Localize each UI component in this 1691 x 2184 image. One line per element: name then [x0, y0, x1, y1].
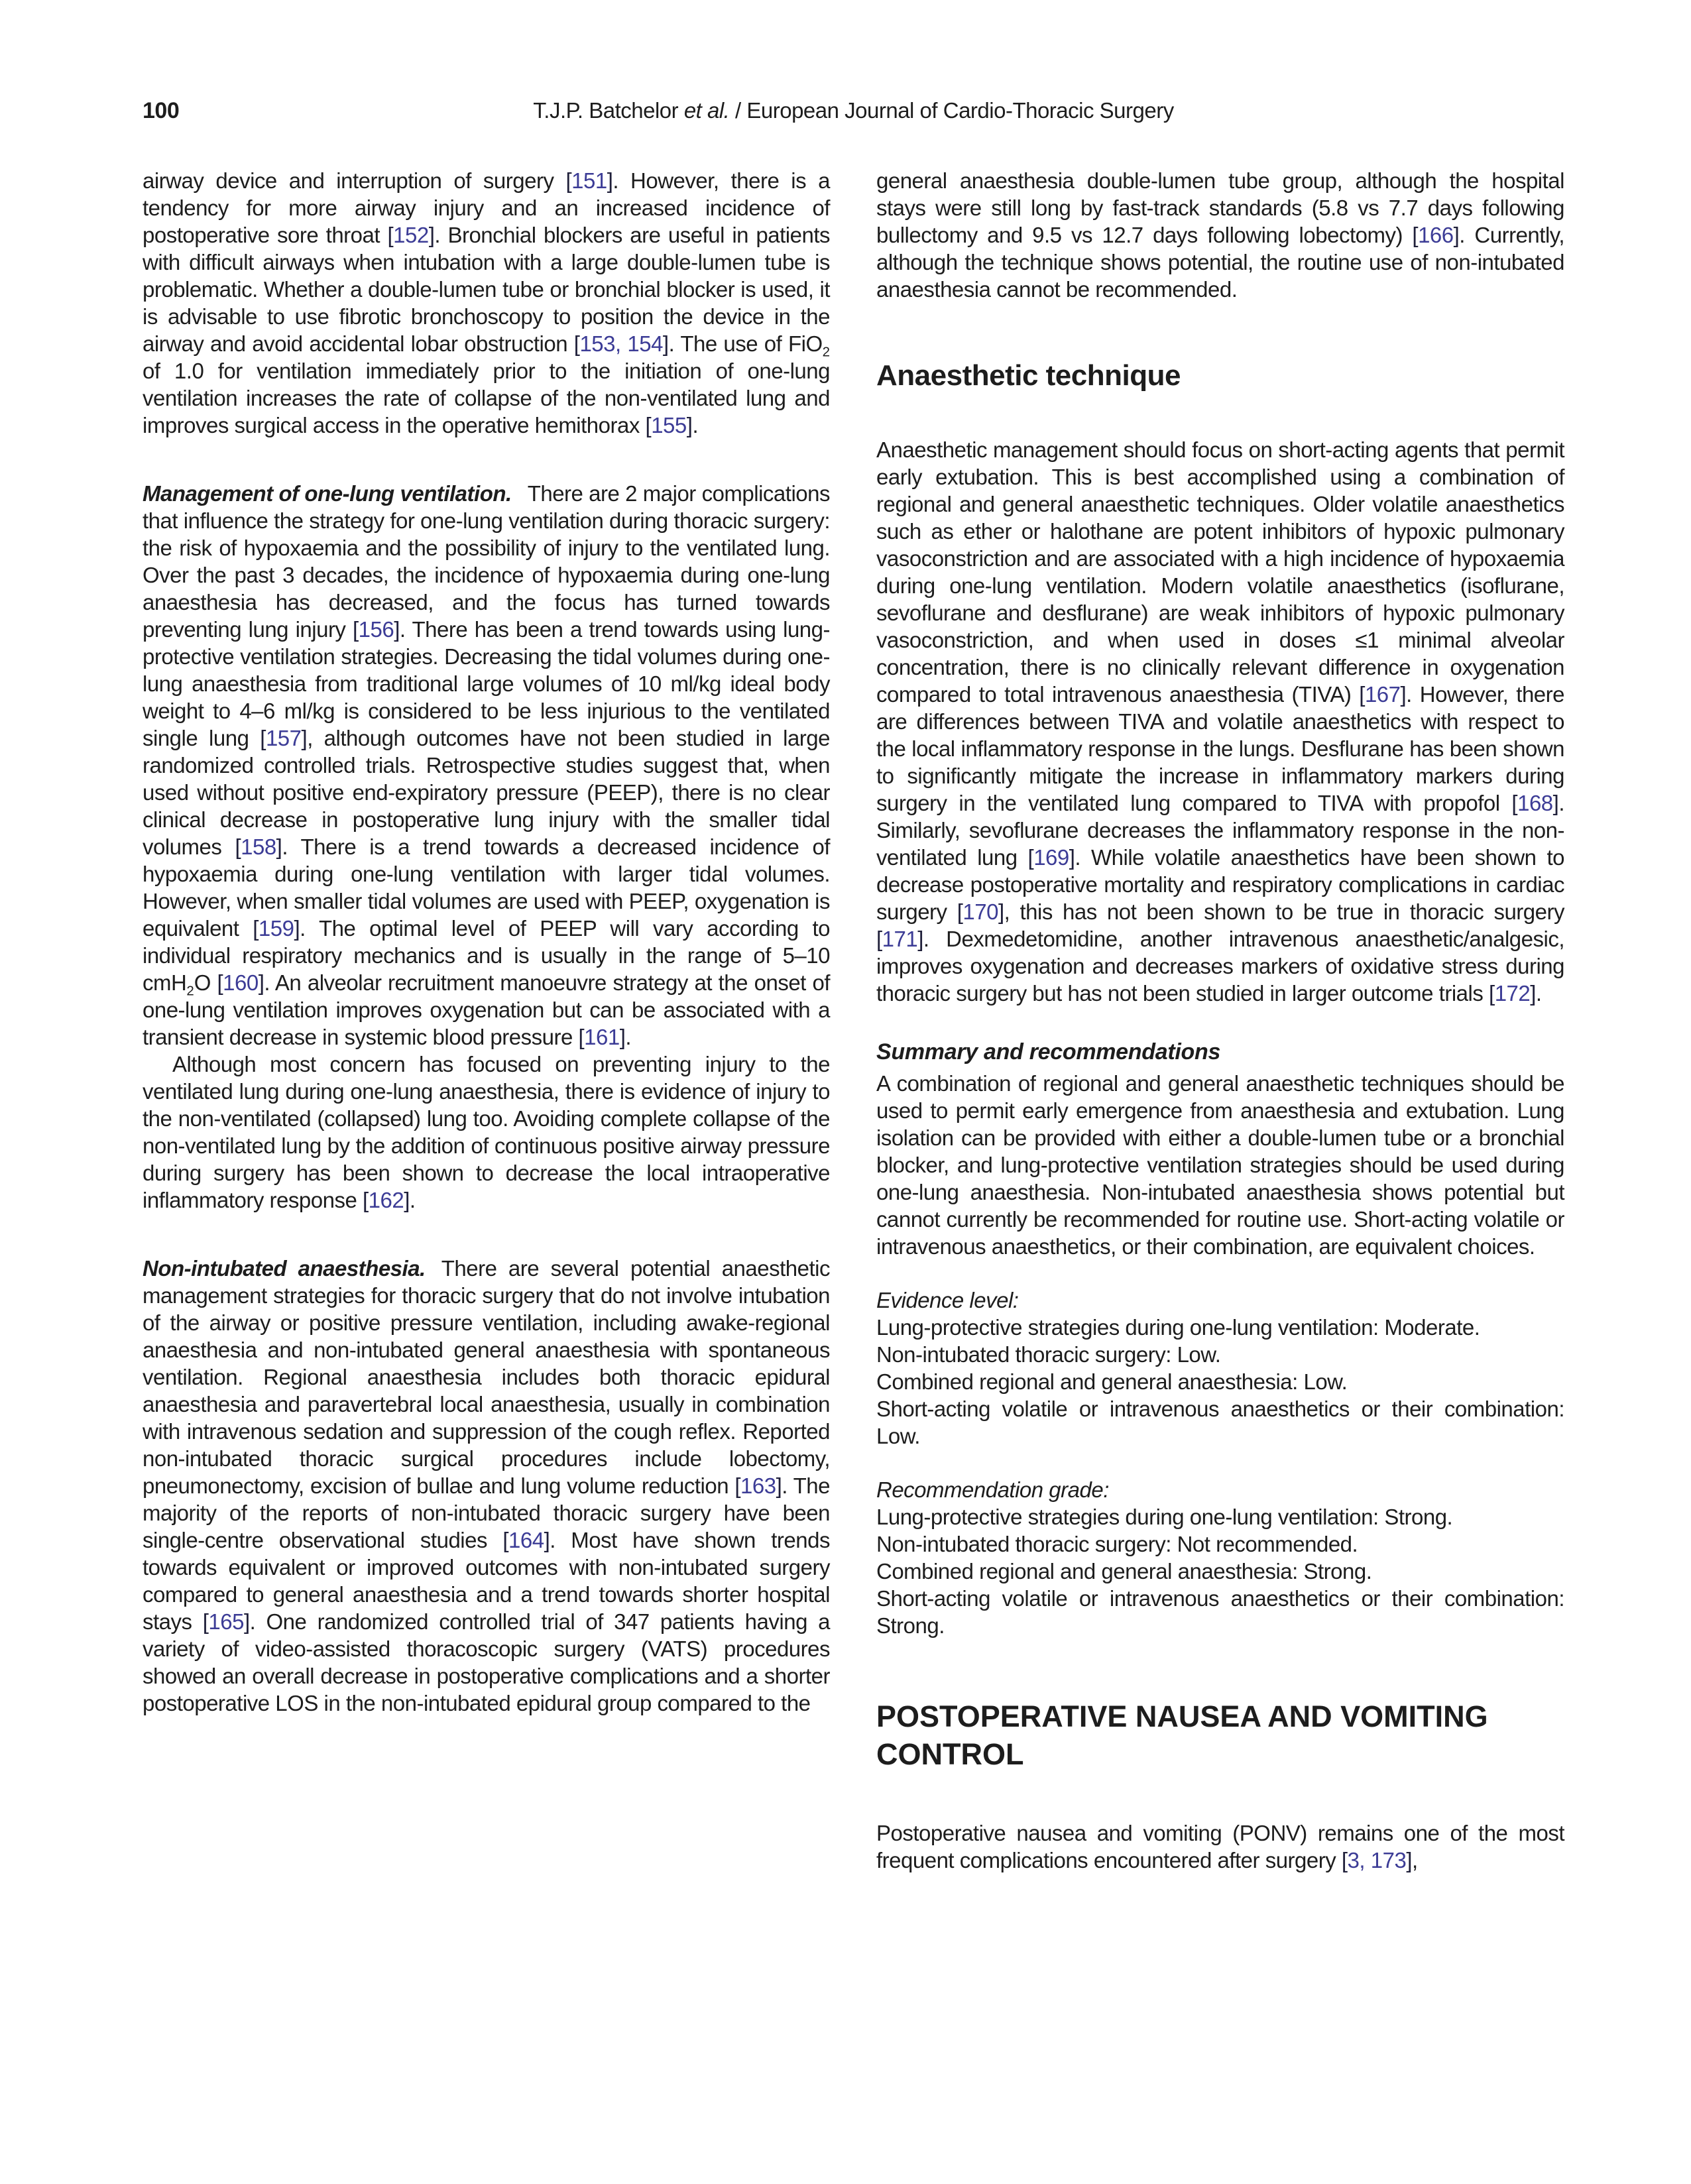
citation-number[interactable]: 156	[358, 617, 394, 642]
citation-158[interactable]: [158]	[235, 834, 282, 859]
grade-line: Lung-protective strategies during one-lung ventilation: Strong.	[876, 1504, 1453, 1529]
citation-160[interactable]: [160]	[217, 970, 264, 995]
subsection-paragraph: Management of one-lung ventilation. There are 2 major complications that influence the strategy for one-lung ventilation during thoracic surgery: the risk of hypoxaemia and the possibility of injury to the ventilated lung. Over the past 3 decades, the incidence of hypoxaemia during one-lung anaesthesia has decreased, and the focus has turned towards preventing lung injury [156]. There has been a trend towards using lung-protective ventilation strategies. Decreasing the tidal volumes during one-lung anaesthesia from traditional large volumes of 10 ml/kg ideal body weight to 4–6 ml/kg is considered to be less injurious to the ventilated single lung [157], although outcomes have not been studied in large randomized controlled trials. Retrospective studies suggest that, when used without positive end-expiratory pressure (PEEP), there is no clear clinical decrease in postoperative lung injury with the smaller tidal volumes [158]. There is a trend towards a decreased incidence of hypoxaemia during one-lung ventilation with larger tidal volumes. However, when smaller tidal volumes are used with PEEP, oxygenation is equivalent [159]. The optimal level of PEEP will vary according to individual respiratory mechanics and is usually in the range of 5–10 cmH$_2$O [160]. An alveolar recruitment manoeuvre strategy at the onset of one-lung ventilation improves oxygenation but can be associated with a transient decrease in systemic blood pressure [161].	[143, 481, 831, 1049]
citation-159[interactable]: [159]	[253, 916, 300, 941]
citation-167[interactable]: [167]	[1359, 681, 1407, 707]
body-paragraph: A combination of regional and general anaesthetic techniques should be used to permit early emergence from anaesthesia and extubation. Lung isolation can be provided with either a double-lumen tube or a bronchial blocker, and lung-protective ventilation strategies should be used during one-lung anaesthesia. Non-intubated anaesthesia shows potential but cannot currently be recommended for routine use. Short-acting volatile or intravenous anaesthetics, or their combination, are equivalent choices.	[876, 1070, 1564, 1259]
citation-number[interactable]: 170	[962, 899, 998, 924]
citation-number[interactable]: 162	[368, 1188, 404, 1212]
running-head-authors: T.J.P. Batchelor	[533, 98, 684, 123]
citation-number[interactable]: 171	[882, 926, 918, 951]
section-heading: Anaesthetic technique	[876, 359, 1181, 392]
citation-number[interactable]: 163	[740, 1473, 776, 1498]
grade-line: Short-acting volatile or intravenous anaesthetics or their combination: Low.	[876, 1396, 1564, 1448]
summary-heading: Summary and recommendations	[876, 1039, 1221, 1064]
citation-151[interactable]: [151]	[565, 168, 613, 193]
citation-166[interactable]: [166]	[1412, 223, 1460, 247]
body-paragraph: airway device and interruption of surgery [151]. However, there is a tendency for more airway injury and an increased incidence of postoperative sore throat [152]. Bronchial blockers are useful in patients with difficult airways when intubation with a large double-lumen tube is problematic. Whether a double-lumen tube or bronchial blocker is used, it is advisable to use fibrotic bronchoscopy to position the device in the airway and avoid accidental lobar obstruction [153, 154]. The use of FiO$_2$ of 1.0 for ventilation immediately prior to the initiation of one-lung ventilation increases the rate of collapse of the non-ventilated lung and improves surgical access in the operative hemithorax [155].	[143, 168, 831, 437]
citation-number[interactable]: 155	[651, 413, 687, 437]
subsection-heading: Non-intubated anaesthesia.	[143, 1256, 426, 1281]
subsection-heading: Management of one-lung ventilation.	[143, 481, 512, 506]
citation-163[interactable]: [163]	[734, 1473, 782, 1498]
citation-number[interactable]: 160	[223, 970, 259, 995]
citation-number[interactable]: 166	[1418, 223, 1454, 247]
two-column-body	[143, 167, 1564, 1874]
grade-line: Non-intubated thoracic surgery: Not recommended.	[876, 1531, 1358, 1556]
page-number: 100	[143, 98, 180, 123]
citation-164[interactable]: [164]	[502, 1528, 550, 1552]
major-section-heading: POSTOPERATIVE NAUSEA AND VOMITING CONTROL	[876, 1699, 1488, 1771]
body-paragraph: general anaesthesia double-lumen tube group, although the hospital stays were still long by fast-track standards (5.8 vs 7.7 days following bullectomy and 9.5 vs 12.7 days following lobectomy) [166]. Currently, although the technique shows potential, the routine use of non-intubated anaesthesia cannot be recommended.	[876, 168, 1564, 302]
citation-155[interactable]: [155]	[645, 413, 693, 437]
grade-line: Combined regional and general anaesthesia: Strong.	[876, 1558, 1372, 1583]
running-head	[143, 98, 1564, 129]
citation-number[interactable]: 153, 154	[579, 331, 663, 356]
citation-172[interactable]: [172]	[1489, 980, 1536, 1006]
running-head-title	[143, 98, 1564, 123]
body-paragraph: Postoperative nausea and vomiting (PONV) remains one of the most frequent complications encountered after surgery [3, 173],	[876, 1820, 1564, 1872]
citation-number[interactable]: 3, 173	[1347, 1847, 1407, 1872]
subscript: 2	[822, 344, 830, 360]
running-head-etal: et al.	[683, 98, 730, 123]
citation-152[interactable]: [152]	[387, 223, 435, 247]
citation-number[interactable]: 164	[508, 1528, 544, 1552]
citation-number[interactable]: 161	[584, 1025, 620, 1049]
citation-number[interactable]: 168	[1517, 790, 1553, 815]
citation-number[interactable]: 172	[1494, 980, 1531, 1006]
subsection-paragraph: Non-intubated anaesthesia. There are several potential anaesthetic management strategies for thoracic surgery that do not involve intubation of the airway or positive pressure ventilation, including awake-regional anaesthesia and non-intubated general anaesthesia with spontaneous ventilation. Regional anaesthesia includes both thoracic epidural anaesthesia and paravertebral local anaesthesia, usually in combination with intravenous sedation and suppression of the cough reflex. Reported non-intubated thoracic surgical procedures include lobectomy, pneumonectomy, excision of bullae and lung volume reduction [163]. The majority of the reports of non-intubated thoracic surgery have been single-centre observational studies [164]. Most have shown trends towards equivalent or improved outcomes with non-intubated surgery compared to general anaesthesia and a trend towards shorter hospital stays [165]. One randomized controlled trial of 347 patients having a variety of video-assisted thoracoscopic surgery (VATS) procedures showed an overall decrease in postoperative complications and a shorter postoperative LOS in the non-intubated epidural group compared to the	[143, 1256, 830, 1715]
citation-171[interactable]: [171]	[876, 926, 923, 951]
citation-number[interactable]: 159	[258, 916, 294, 941]
citation-number[interactable]: 158	[241, 834, 276, 859]
citation-161[interactable]: [161]	[578, 1025, 626, 1049]
subscript: 2	[186, 983, 194, 999]
citation-168[interactable]: [168]	[1511, 790, 1559, 815]
citation-number[interactable]: 151	[571, 168, 607, 193]
citation-number[interactable]: 157	[265, 726, 302, 750]
citation-3-173[interactable]: [3, 173]	[1341, 1847, 1412, 1872]
citation-170[interactable]: [170]	[957, 899, 1004, 924]
citation-number[interactable]: 165	[208, 1609, 244, 1634]
citation-156[interactable]: [156]	[352, 617, 400, 642]
running-head-journal: / European Journal of Cardio-Thoracic Surgery	[729, 98, 1174, 123]
grade-line: Non-intubated thoracic surgery: Low.	[876, 1342, 1221, 1367]
grade-line: Short-acting volatile or intravenous anaesthetics or their combination: Strong.	[876, 1585, 1564, 1638]
citation-157[interactable]: [157]	[260, 726, 308, 750]
citation-number[interactable]: 167	[1364, 681, 1401, 707]
citation-162[interactable]: [162]	[362, 1188, 410, 1212]
grade-label: Evidence level:	[876, 1287, 1019, 1312]
citation-169[interactable]: [169]	[1027, 844, 1075, 870]
body-paragraph: Anaesthetic management should focus on short-acting agents that permit early extubation. This is best accomplished using a combination of regional and general anaesthetic techniques. Older volatile anaesthetics such as ether or halothane are potent inhibitors of hypoxic pulmonary vasoconstriction and are associated with a high incidence of hypoxaemia during one-lung ventilation. Modern volatile anaesthetics (isoflurane, sevoflurane and desflurane) are weak inhibitors of hypoxic pulmonary vasoconstriction, and when used in doses ≤1 minimal alveolar concentration, there is no clinically relevant difference in oxygenation compared to total intravenous anaesthesia (TIVA) [167]. However, there are differences between TIVA and volatile anaesthetics with respect to the local inflammatory response in the lungs. Desflurane has been shown to significantly mitigate the increase in inflammatory markers during surgery in the ventilated lung compared to TIVA with propofol [168]. Similarly, sevoflurane decreases the inflammatory response in the non-ventilated lung [169]. While volatile anaesthetics have been shown to decrease postoperative mortality and respiratory complications in cardiac surgery [170], this has not been shown to be true in thoracic surgery [171]. Dexmedetomidine, another intravenous anaesthetic/analgesic, improves oxygenation and decreases markers of oxidative stress during thoracic surgery but has not been studied in larger outcome trials [172].	[876, 437, 1565, 1006]
left-column	[143, 167, 830, 1874]
right-column	[876, 167, 1564, 1874]
body-paragraph: Although most concern has focused on preventing injury to the ventilated lung during one-lung anaesthesia, there is evidence of injury to the non-ventilated (collapsed) lung too. Avoiding complete collapse of the non-ventilated lung by the addition of continuous positive airway pressure during surgery has been shown to decrease the local intraoperative inflammatory response [162].	[143, 1052, 830, 1212]
citation-number[interactable]: 152	[393, 223, 429, 247]
citation-number[interactable]: 169	[1033, 844, 1069, 870]
grade-label: Recommendation grade:	[876, 1477, 1109, 1502]
citation-153-154[interactable]: [153, 154]	[573, 331, 669, 356]
grade-line: Lung-protective strategies during one-lung ventilation: Moderate.	[876, 1314, 1480, 1340]
grade-line: Combined regional and general anaesthesia: Low.	[876, 1369, 1348, 1394]
citation-165[interactable]: [165]	[202, 1609, 250, 1634]
